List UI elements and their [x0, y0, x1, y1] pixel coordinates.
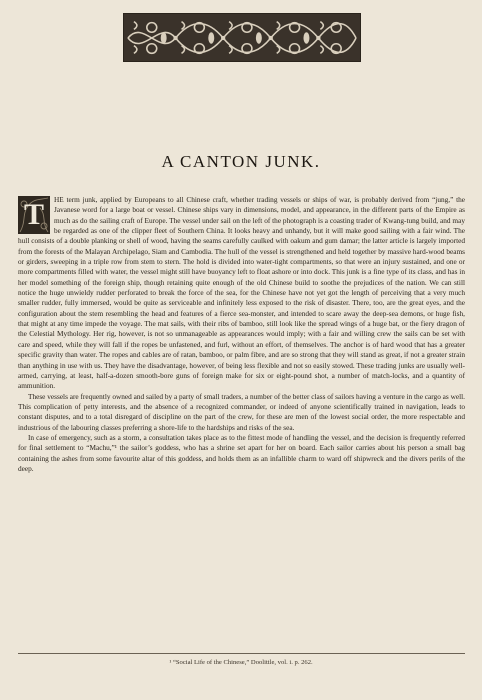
drop-cap-letter: T — [23, 198, 44, 231]
paragraph-2: These vessels are frequently owned and sailed by a party of small traders, a number of the better class of sailors having a venture in the cargo as well. This complication of petty interests, and the absence of a recognized commander, or indeed of anyone scientifically trained in navigation, leads to constant disputes, and to a total disregard of discipline on the part of the crew, for these are men of the lowest social order, the more respectable and industrious of the labouring classes preferring a shore-life to the hardships and risks of the sea. — [18, 391, 465, 432]
footnote: ¹ “Social Life of the Chinese,” Doolittle, vol. i. p. 262. — [169, 659, 313, 666]
decorated-drop-cap — [18, 196, 50, 234]
paragraph-1-text: HE term junk, applied by Europeans to all Chinese craft, whether trading vessels or ships of war, is probably derived from “jung,” the Javanese word for a large boat or vessel. Chinese ships vary in dimensions, model, and appearance, in the different parts of the Empire as much as do the sailing craft of Europe. The vessel under sail on the left of the photograph is a coasting trader of Kwang-tung build, and may be regarded as one of the clipper fleet of Southern China. It looks heavy and unhandy, but it will make good sailing with a fair wind. The hull consists of a double planking or shell of wood, having the seams carefully caulked with oakum and gum damar; the latter article is largely imported from the forests of the Malayan Archipelago, Siam and Cambodia. The hull of the vessel is strengthened and held together by massive hard-wood beams or girders, sweeping in a triple row from stem to stern. The hold is divided into water-tight compartments, so that were an injury sustained, and one or more compartments filled with water, the vessel might still have buoyancy left to float ashore or into dock. This junk is a fine type of its class, and has in her model something of the foreign ship, though retaining quite enough of the old Chinese build to soothe the prejudices of the nation. We can still notice the huge unwieldy rudder perforated to break the force of the sea, for the Chinese have not yet got the length of perceiving that a very much smaller rudder, fully immersed, would be quite as serviceable and infinitely less exposed to the risk of disaster. There, too, are the great eyes, and the configuration about the stem resembling the head and features of a fierce sea-monster, and intended to scare away the deep-sea demons, or huge fish, that might at any time impede the voyage. The mat sails, with their ribs of bamboo, still look like the spread wings of a huge bat, or the fiery dragon of the Celestial Mythology. Her rig, however, is not so unmanageable as appearances would imply; with a fair and willing crew the sails can be set with care and speed, while they will fall if the ropes be unfastened, and furl, without an effort, of themselves. The anchor is of hard wood that has a greater specific gravity than water. The ropes and cables are of ratan, bamboo, or palm fibre, and are so strong that they will stand as great, if not a greater strain than anything in use with us. They have the disadvantage, however, of being less flexible and not so easily stowed. These trading junks are usually well-armed, carrying, at least, half-a-dozen smooth-bore guns of foreign make for six or eight-pound shot, a number of match-locks, and a quantity of ammunition. — [18, 195, 465, 391]
article-body — [18, 195, 465, 474]
paragraph-3: In case of emergency, such as a storm, a consultation takes place as to the fittest mode of handling the vessel, and the decision is frequently referred for final settlement to “Machu,”¹ the sailor’s goddess, who has a shrine set apart for her on board. Each sailor carries about his person a small bag containing the ashes from some favourite altar of this goddess, and holds them as an infallible charm to ward off shipwreck and the divers perils of the deep. — [18, 432, 465, 473]
ornamental-header-banner — [123, 13, 361, 62]
floral-ornament-icon — [124, 14, 360, 61]
page-title: A CANTON JUNK. — [161, 152, 321, 171]
paragraph-1 — [18, 195, 465, 392]
footnote-divider — [18, 653, 465, 654]
